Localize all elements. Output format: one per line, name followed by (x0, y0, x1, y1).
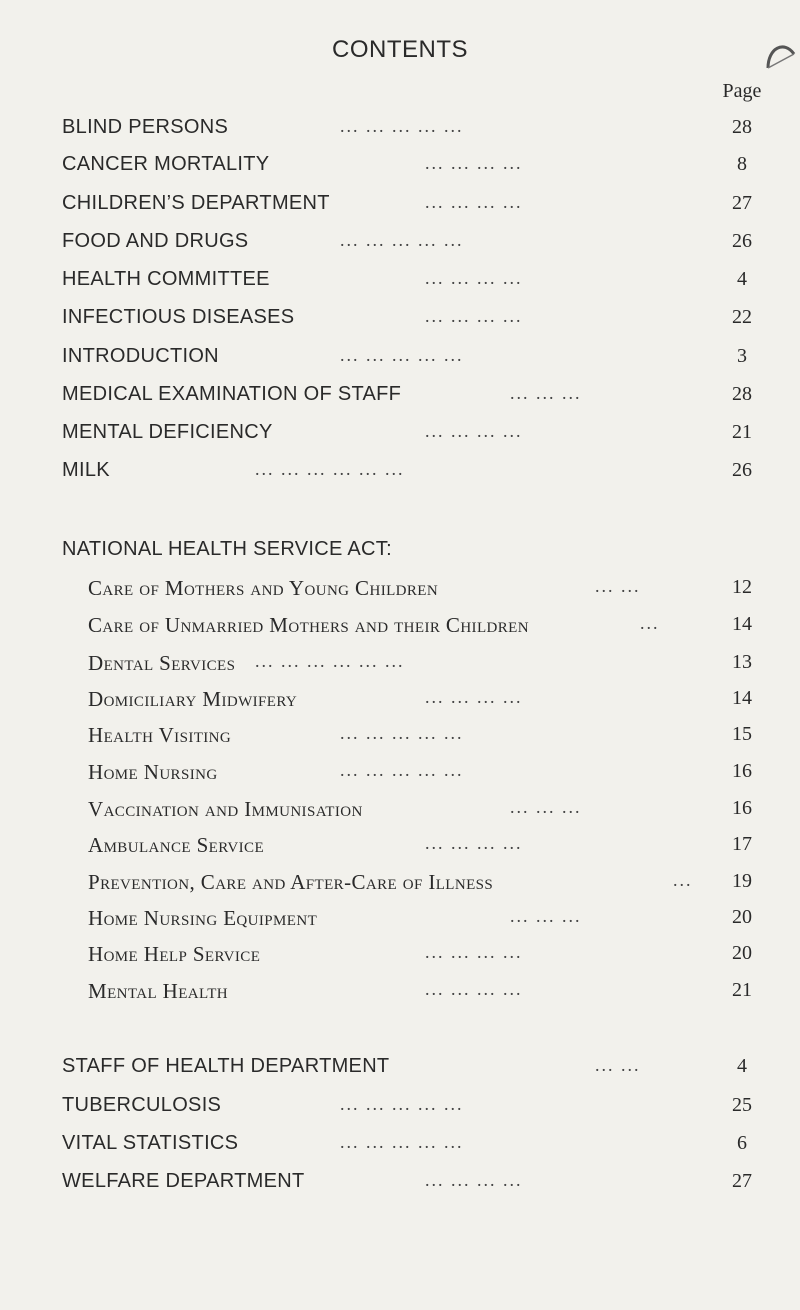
toc-page-number: 19 (732, 870, 752, 892)
toc-entry-welfare-department (0, 1170, 800, 1200)
toc-subentry-home-help-service (0, 942, 800, 972)
toc-page-number: 26 (732, 459, 752, 481)
toc-leader-dots: ... (673, 870, 693, 890)
toc-page-number: 27 (732, 192, 752, 214)
toc-page-number: 17 (732, 833, 752, 855)
toc-page-number: 12 (732, 576, 752, 598)
toc-subentry-ambulance-service (0, 833, 800, 863)
toc-entry-food-and-drugs (0, 230, 800, 260)
toc-entry-label: HEALTH COMMITTEE (62, 268, 270, 290)
toc-entry-label: Home Nursing (88, 760, 218, 784)
toc-entry-label: Dental Services (88, 651, 236, 675)
toc-page-number: 25 (732, 1094, 752, 1116)
toc-leader-dots: ... ... ... ... ... (340, 1094, 464, 1114)
toc-page-number: 6 (737, 1132, 747, 1154)
toc-entry-label: STAFF OF HEALTH DEPARTMENT (62, 1055, 390, 1077)
toc-entry-label: BLIND PERSONS (62, 116, 229, 138)
toc-entry-label: MILK (62, 459, 110, 481)
toc-page-number: 16 (732, 797, 752, 819)
toc-entry-label: Vaccination and Immunisation (88, 797, 363, 821)
toc-entry-tuberculosis (0, 1094, 800, 1124)
toc-leader-dots: ... ... ... ... ... (340, 723, 464, 743)
toc-page-number: 3 (737, 345, 747, 367)
toc-page-number: 26 (732, 230, 752, 252)
toc-entry-childrens-department (0, 192, 800, 222)
toc-leader-dots: ... ... ... ... ... ... (255, 651, 405, 671)
toc-leader-dots: ... ... ... ... ... (340, 230, 464, 250)
toc-leader-dots: ... ... ... ... (425, 306, 523, 326)
toc-entry-staff-of-health-department (0, 1055, 800, 1085)
toc-leader-dots: ... ... ... ... ... (340, 760, 464, 780)
toc-leader-dots: ... ... ... ... (425, 1170, 523, 1190)
toc-entry-label: Prevention, Care and After-Care of Illness (88, 870, 494, 894)
toc-leader-dots: ... ... ... ... (425, 833, 523, 853)
toc-page-number: 8 (737, 153, 747, 175)
toc-entry-label: Care of Mothers and Young Children (88, 576, 439, 600)
toc-leader-dots: ... ... ... (510, 906, 582, 926)
toc-entry-label: Home Nursing Equipment (88, 906, 318, 930)
toc-subentry-home-nursing (0, 760, 800, 790)
toc-leader-dots: ... (640, 613, 660, 633)
toc-leader-dots: ... ... ... ... (425, 192, 523, 212)
toc-subentry-vaccination-and-immunisation (0, 797, 800, 827)
toc-entry-label: Home Help Service (88, 942, 261, 966)
toc-leader-dots: ... ... ... (510, 797, 582, 817)
toc-entry-vital-statistics (0, 1132, 800, 1162)
toc-page-number: 15 (732, 723, 752, 745)
toc-entry-label: MEDICAL EXAMINATION OF STAFF (62, 383, 402, 405)
toc-entry-mental-deficiency (0, 421, 800, 451)
toc-subentry-domiciliary-midwifery (0, 687, 800, 717)
toc-page-number: 21 (732, 421, 752, 443)
toc-entry-health-committee (0, 268, 800, 298)
toc-page-number: 22 (732, 306, 752, 328)
toc-entry-label: INTRODUCTION (62, 345, 219, 367)
toc-page-number: 14 (732, 613, 752, 635)
toc-entry-label: Mental Health (88, 979, 229, 1003)
toc-page-number: 28 (732, 383, 752, 405)
toc-page-number: 20 (732, 942, 752, 964)
toc-leader-dots: ... ... ... ... ... (340, 116, 464, 136)
toc-leader-dots: ... ... ... ... (425, 942, 523, 962)
page-column-label: Page (722, 80, 762, 102)
toc-page-number: 16 (732, 760, 752, 782)
toc-subentry-mental-health (0, 979, 800, 1009)
toc-subentry-prevention-care-after-care (0, 870, 800, 900)
toc-subentry-health-visiting (0, 723, 800, 753)
toc-entry-label: VITAL STATISTICS (62, 1132, 239, 1154)
toc-leader-dots: ... ... ... ... (425, 687, 523, 707)
toc-entry-label: CANCER MORTALITY (62, 153, 270, 175)
toc-leader-dots: ... ... ... ... ... ... (255, 459, 405, 479)
toc-entry-label: FOOD AND DRUGS (62, 230, 249, 252)
toc-entry-label: Health Visiting (88, 723, 232, 747)
toc-entry-infectious-diseases (0, 306, 800, 336)
toc-entry-label: Domiciliary Midwifery (88, 687, 298, 711)
toc-leader-dots: ... ... ... ... ... (340, 345, 464, 365)
toc-subentry-dental-services (0, 651, 800, 681)
toc-entry-label: Care of Unmarried Mothers and their Children (88, 613, 529, 637)
toc-leader-dots: ... ... ... ... (425, 421, 523, 441)
toc-page-number: 28 (732, 116, 752, 138)
section-heading-national-health-service-act: NATIONAL HEALTH SERVICE ACT: (62, 538, 392, 560)
toc-entry-milk (0, 459, 800, 489)
toc-leader-dots: ... ... ... (510, 383, 582, 403)
toc-page-number: 13 (732, 651, 752, 673)
toc-entry-medical-examination-of-staff (0, 383, 800, 413)
contents-title: CONTENTS (332, 36, 468, 63)
toc-entry-label: WELFARE DEPARTMENT (62, 1170, 305, 1192)
toc-page-number: 4 (737, 1055, 747, 1077)
toc-subentry-care-of-unmarried-mothers (0, 613, 800, 643)
toc-leader-dots: ... ... (595, 576, 641, 596)
toc-entry-blind-persons (0, 116, 800, 146)
toc-entry-label: INFECTIOUS DISEASES (62, 306, 295, 328)
toc-entry-cancer-mortality (0, 153, 800, 183)
toc-entry-label: TUBERCULOSIS (62, 1094, 222, 1116)
toc-page-number: 14 (732, 687, 752, 709)
toc-leader-dots: ... ... ... ... (425, 268, 523, 288)
toc-leader-dots: ... ... (595, 1055, 641, 1075)
toc-entry-label: CHILDREN’S DEPARTMENT (62, 192, 330, 214)
toc-subentry-home-nursing-equipment (0, 906, 800, 936)
toc-page-number: 20 (732, 906, 752, 928)
toc-entry-label: Ambulance Service (88, 833, 265, 857)
toc-subentry-care-of-mothers (0, 576, 800, 606)
toc-page-number: 4 (737, 268, 747, 290)
toc-page-number: 27 (732, 1170, 752, 1192)
toc-entry-introduction (0, 345, 800, 375)
toc-page-number: 21 (732, 979, 752, 1001)
toc-leader-dots: ... ... ... ... ... (340, 1132, 464, 1152)
toc-entry-label: MENTAL DEFICIENCY (62, 421, 273, 443)
toc-leader-dots: ... ... ... ... (425, 153, 523, 173)
page-corner-mark-icon (764, 34, 798, 74)
toc-leader-dots: ... ... ... ... (425, 979, 523, 999)
